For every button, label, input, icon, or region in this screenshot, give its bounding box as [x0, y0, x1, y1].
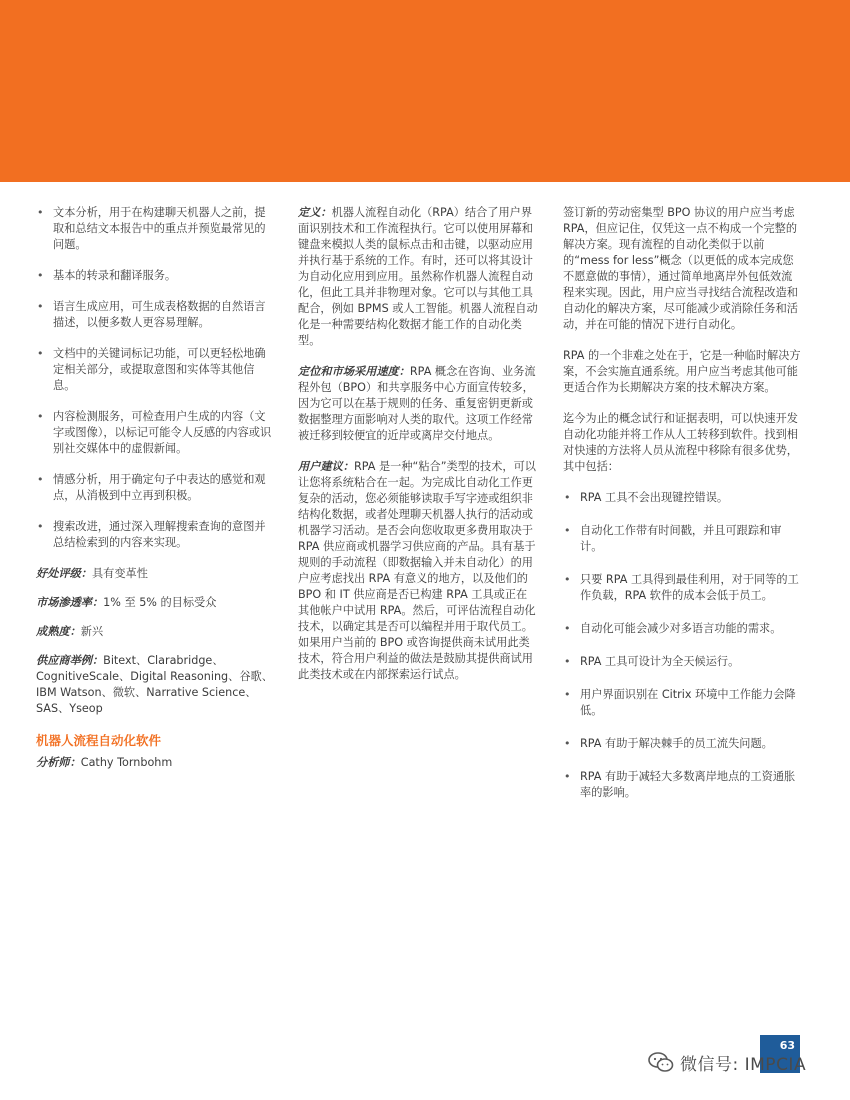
list-item: • 自动化工作带有时间戳，并且可跟踪和审计。 — [564, 524, 782, 553]
paragraph: 迄今为止的概念试行和证据表明，可以快速开发自动化功能并将工作从人工转移到软件。找到相对快速的方法将人员从流程中移除有很多优势，其中包括： — [563, 412, 798, 473]
sample-vendors: 供应商举例：Bitext、Clarabridge、CognitiveScale、Digital Reasoning、谷歌、IBM Watson、微软、Narrative Science、SAS、Yseop — [36, 654, 273, 715]
maturity: 成熟度：新兴 — [36, 625, 104, 638]
bullet-icon: • — [37, 473, 44, 486]
bullet-icon: • — [564, 573, 571, 586]
header-banner — [0, 0, 850, 182]
benefit-rating: 好处评级：具有变革性 — [36, 567, 148, 580]
wechat-id: 微信号: IMPCIA — [680, 1054, 807, 1075]
bullet-icon: • — [37, 300, 44, 313]
paragraph: 签订新的劳动密集型 BPO 协议的用户应当考虑 RPA，但应记住，仅凭这一点不构成一个完整的解决方案。现有流程的自动化类似于以前的“mess for less”概念（以更低的成本完成您不愿意做的事情），通过简单地离岸外包低效流程来实现。因此，用户应当寻找结合流程改造和自动化的解决方案，尽可能减少或消除任务和活动，并在可能的情况下进行自动化。 — [563, 206, 798, 331]
list-item: • RPA 有助于减轻大多数离岸地点的工资通胀率的影响。 — [564, 770, 796, 799]
list-item: • RPA 工具不会出现键控错误。 — [564, 491, 729, 504]
column-middle — [298, 205, 538, 698]
list-item: • 内容检测服务，可检查用户生成的内容（文字或图像），以标记可能令人反感的内容或识别社交媒体中的虚假新闻。 — [37, 410, 272, 455]
list-item: • 基本的转录和翻译服务。 — [37, 269, 177, 282]
bullet-icon: • — [564, 491, 571, 504]
definition-paragraph: 定义：机器人流程自动化（RPA）结合了用户界面识别技术和工作流程执行。它可以使用屏幕和键盘来模拟人类的鼠标点击和击键，以驱动应用并执行基于系统的工作。有时，还可以将其设计为自动化应用到应用。虽然称作机器人流程自动化，但此工具并非物理对象。它可以与其他工具配合，例如 BPMS 或人工智能。机器人流程自动化是一种需要结构化数据才能工作的自动化类型。 — [298, 206, 538, 347]
page-number: 63 — [779, 1039, 795, 1052]
bullet-icon: • — [564, 524, 571, 537]
list-item: • 用户界面识别在 Citrix 环境中工作能力会降低。 — [564, 688, 796, 717]
bullet-icon: • — [564, 688, 571, 701]
bullet-icon: • — [37, 410, 44, 423]
paragraph: RPA 的一个非难之处在于，它是一种临时解决方案，不会实施直通系统。用户应当考虑其他可能更适合作为长期解决方案的技术解决方案。 — [563, 349, 801, 394]
list-item: • 语言生成应用，可生成表格数据的自然语言描述，以便多数人更容易理解。 — [37, 300, 266, 329]
bullet-icon: • — [564, 655, 571, 668]
wechat-watermark — [648, 1050, 806, 1074]
section-heading: 机器人流程自动化软件 — [36, 733, 162, 748]
list-item: • 情感分析，用于确定句子中表达的感觉和观点，从消极到中立再到积极。 — [37, 473, 266, 502]
list-item: • RPA 工具可设计为全天候运行。 — [564, 655, 740, 668]
list-item: • 搜索改进，通过深入理解搜索查询的意图并总结检索到的内容来实现。 — [37, 520, 266, 549]
list-item: • 自动化可能会减少对多语言功能的需求。 — [564, 622, 782, 635]
position-paragraph: 定位和市场采用速度：RPA 概念在咨询、业务流程外包（BPO）和共享服务中心方面宣传较多，因为它可以在基于规则的任务、重复密钥更新或数据整理方面影响对人类的取代。这项工作经常被迁移到较便宜的近岸或离岸交付地点。 — [298, 365, 536, 442]
column-left — [36, 205, 274, 784]
market-penetration: 市场渗透率：1% 至 5% 的目标受众 — [36, 596, 217, 609]
bullet-icon: • — [37, 347, 44, 360]
bullet-icon: • — [37, 206, 44, 219]
user-advice-paragraph: 用户建议：RPA 是一种“粘合”类型的技术，可以让您将系统粘合在一起。为完成比自动化工作更复杂的活动，您必须能够读取手写字迹或组织非结构化数据，或者处理聊天机器人执行的活动或机器学习活动。是否会向您收取更多费用取决于 RPA 供应商或机器学习供应商的产品。具有基于规则的手动流程（即数据输入并未自动化）的用户应考虑找出 RPA 有意义的地方，以及他们的 BPO 和 IT 供应商是否已构建 RPA 工具或正在其他帐户中试用 RPA。然后，可评估流程自动化技术，以确定其是否可以编程并用于取代员工。如果用户当前的 BPO 或咨询提供商未试用此类技术，符合用户利益的做法是鼓励其提供商试用此类技术或在内部探索运行试点。 — [298, 460, 536, 681]
column-right — [563, 205, 803, 818]
list-item: • RPA 有助于解决棘手的员工流失问题。 — [564, 737, 773, 750]
list-item: • 文档中的关键词标记功能，可以更轻松地确定相关部分，或提取意图和实体等其他信息。 — [37, 347, 266, 392]
bullet-icon: • — [564, 770, 571, 783]
analyst: 分析师：Cathy Tornbohm — [36, 756, 173, 769]
list-item: • 只要 RPA 工具得到最佳利用，对于同等的工作负载，RPA 软件的成本会低于员工。 — [564, 573, 799, 602]
wechat-logo-icon — [648, 1052, 674, 1072]
bullet-icon: • — [37, 520, 44, 533]
list-item: • 文本分析，用于在构建聊天机器人之前，提取和总结文本报告中的重点并预览最常见的问题。 — [37, 206, 266, 251]
bullet-icon: • — [564, 737, 571, 750]
bullet-icon: • — [564, 622, 571, 635]
rpa-benefit-list — [563, 490, 803, 801]
nlp-use-case-list — [36, 205, 274, 551]
bullet-icon: • — [37, 269, 44, 282]
